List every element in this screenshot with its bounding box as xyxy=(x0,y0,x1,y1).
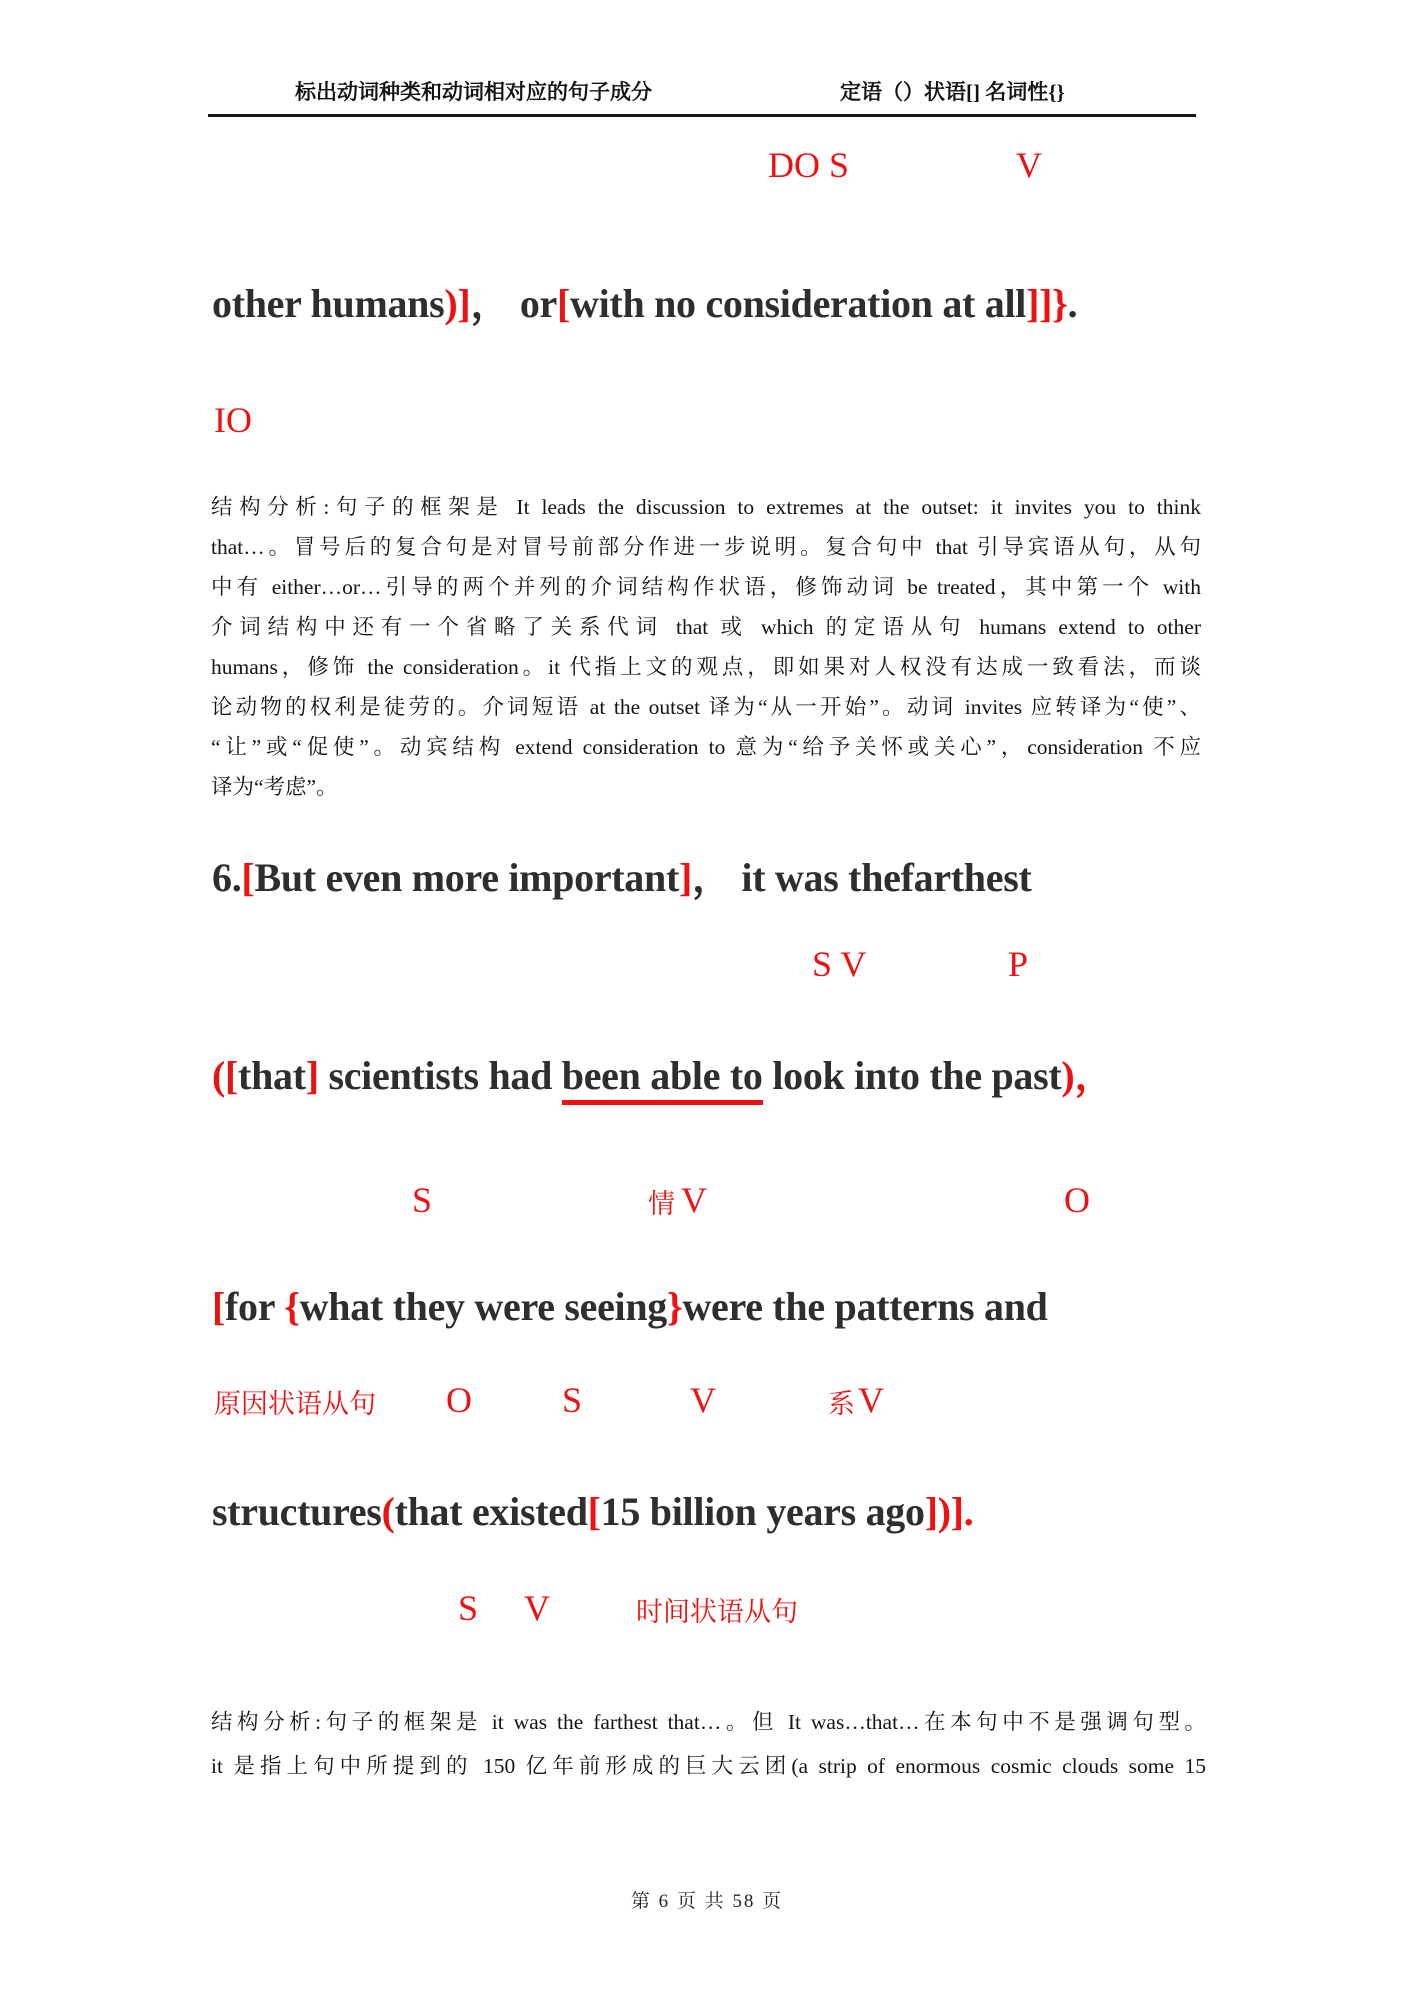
label-cause-clause: 原因状语从句 xyxy=(214,1389,376,1419)
text-segment: [ xyxy=(241,855,255,900)
paragraph-line: “让”或“促使”。动宾结构 extend consideration to 意为“给予关怀或关心”，consideration 不应 xyxy=(211,735,1201,759)
text-segment: { xyxy=(284,1284,300,1329)
text-segment: 15 billion years ago xyxy=(600,1489,925,1534)
header-annotation-legend: 定语（）状语[] 名词性{} xyxy=(840,80,1065,104)
text-segment: for xyxy=(225,1284,285,1329)
paragraph-line: 论动物的权利是徒劳的。介词短语 at the outset 译为“从一开始”。动词 invites 应转译为“使”、 xyxy=(211,695,1201,719)
text-segment: } xyxy=(667,1284,683,1329)
text-segment: been able to xyxy=(562,1053,763,1105)
label-xi-v: V xyxy=(858,1380,884,1420)
label-o-low: O xyxy=(446,1380,472,1420)
label-qing: 情 xyxy=(648,1189,675,1219)
text-segment: ] xyxy=(678,855,692,900)
sentence-6-line-3 xyxy=(212,1283,1048,1330)
header-left-title: 标出动词种类和动词相对应的句子成分 xyxy=(295,80,652,104)
text-segment: ] xyxy=(305,1053,319,1098)
sentence-6-line-2 xyxy=(212,1052,1114,1099)
label-xi: 系 xyxy=(828,1389,855,1419)
analysis-paragraph-1 xyxy=(211,487,1201,807)
text-segment: [ xyxy=(587,1489,601,1534)
label-io: IO xyxy=(214,400,252,440)
text-segment: with no consideration at all xyxy=(570,281,1027,326)
label-s-low: S xyxy=(562,1380,583,1420)
text-segment: that xyxy=(238,1053,306,1098)
text-segment: ])]. xyxy=(924,1489,974,1534)
text-segment: scientists had xyxy=(318,1053,562,1098)
text-segment: ]]} xyxy=(1026,281,1068,326)
text-segment: ， or xyxy=(470,281,557,326)
paragraph-line: humans，修饰 the consideration。it 代指上文的观点，即如果对人权没有达成一致看法，而谈 xyxy=(211,655,1201,679)
sentence-6-heading xyxy=(212,854,1032,901)
paragraph-line: 中有 either…or…引导的两个并列的介词结构作状语，修饰动词 be treated，其中第一个 with xyxy=(211,575,1201,599)
text-segment: [ xyxy=(212,1284,226,1329)
paragraph-line: that…。冒号后的复合句是对冒号前部分作进一步说明。复合句中 that 引导宾语从句，从句 xyxy=(211,535,1201,559)
text-segment: . xyxy=(1067,281,1078,326)
analysis-paragraph-2 xyxy=(211,1700,1206,1788)
paragraph-line: it 是指上句中所提到的 150 亿年前形成的巨大云团(a strip of enormous cosmic clouds some 15 xyxy=(211,1754,1206,1778)
label-do-s: DO S xyxy=(768,145,850,185)
label-v-top: V xyxy=(1016,145,1042,185)
label-o-mid: O xyxy=(1064,1180,1090,1220)
text-segment: 6. xyxy=(212,855,242,900)
text-segment: ([ xyxy=(212,1053,239,1098)
paragraph-line: 译为“考虑”。 xyxy=(211,775,338,799)
text-segment: that existed xyxy=(394,1489,588,1534)
sentence-5-continuation xyxy=(212,280,1077,327)
label-v-low: V xyxy=(690,1380,716,1420)
paragraph-line: 介词结构中还有一个省略了关系代词 that 或 which 的定语从句 humans extend to other xyxy=(211,615,1201,639)
text-segment: what they were seeing xyxy=(299,1284,667,1329)
text-segment: ， it was thefarthest xyxy=(692,855,1032,900)
text-segment: But even more important xyxy=(254,855,679,900)
label-p: P xyxy=(1008,944,1029,984)
text-segment: other humans xyxy=(212,281,445,326)
header-divider xyxy=(208,114,1196,117)
page-number-footer: 第 6 页 共 58 页 xyxy=(630,1891,784,1912)
label-qing-v: V xyxy=(681,1180,707,1220)
text-segment: look into the past xyxy=(762,1053,1062,1098)
paragraph-line: 结构分析:句子的框架是 It leads the discussion to extremes at the outset: it invites you to think xyxy=(211,495,1201,519)
label-s-mid: S xyxy=(412,1180,433,1220)
text-segment: were the patterns and xyxy=(682,1284,1048,1329)
text-segment: [ xyxy=(557,281,571,326)
label-s-v-pair: S V xyxy=(812,944,867,984)
text-segment: ( xyxy=(381,1489,395,1534)
paragraph-line: 结构分析:句子的框架是 it was the farthest that…。但 It was…that…在本句中不是强调句型。 xyxy=(211,1710,1206,1734)
label-time-clause: 时间状语从句 xyxy=(636,1597,798,1627)
label-v-last: V xyxy=(524,1588,550,1628)
label-s-last: S xyxy=(458,1588,479,1628)
sentence-6-line-4 xyxy=(212,1488,973,1535)
text-segment: structures xyxy=(212,1489,382,1534)
text-segment: )， xyxy=(1061,1053,1115,1098)
text-segment: )] xyxy=(444,281,471,326)
